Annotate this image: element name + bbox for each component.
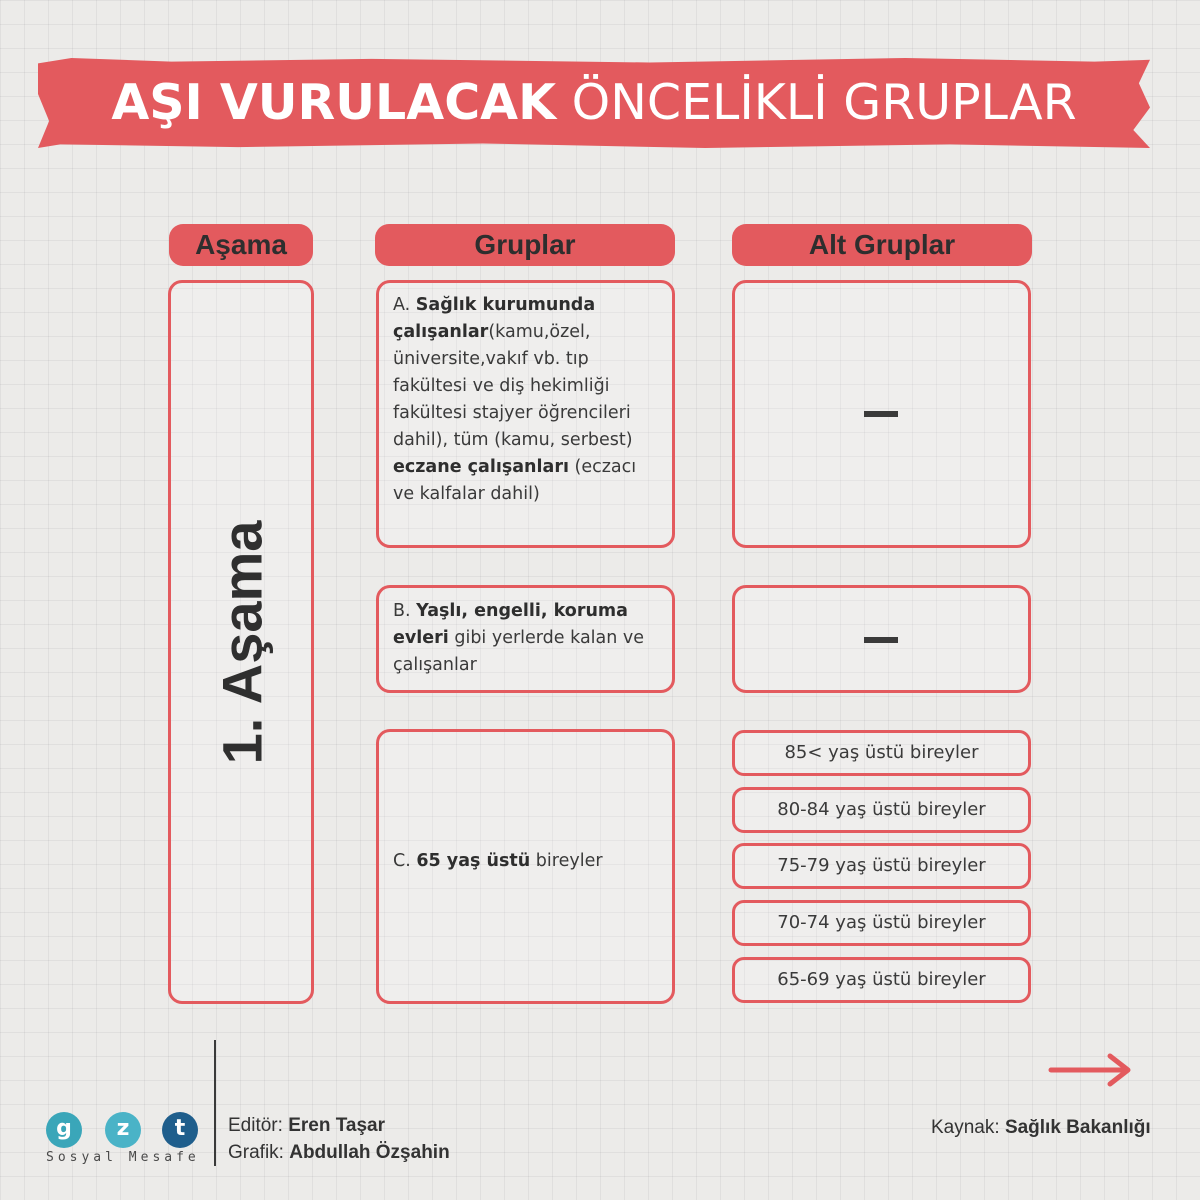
logo-t: t xyxy=(162,1112,198,1148)
subgroup-b-dash xyxy=(864,637,898,643)
editor-name: Eren Taşar xyxy=(288,1115,386,1136)
footer-divider xyxy=(214,1040,216,1166)
subgroup-c-item: 80-84 yaş üstü bireyler xyxy=(732,787,1031,833)
source xyxy=(931,1117,1151,1139)
editor-line xyxy=(228,1112,450,1139)
group-c-bold1: 65 yaş üstü xyxy=(416,851,531,871)
group-a-text xyxy=(393,292,661,508)
group-b-text1: gibi yerlerde kalan ve çalışanlar xyxy=(393,628,645,675)
graphic-label: Grafik: xyxy=(228,1142,290,1163)
subgroup-c-item: 85< yaş üstü bireyler xyxy=(732,730,1031,776)
editor-label: Editör: xyxy=(228,1115,289,1136)
header-subgroups: Alt Gruplar xyxy=(732,224,1032,266)
stage-label xyxy=(170,280,314,1004)
graphic-name: Abdullah Özşahin xyxy=(289,1142,450,1163)
next-arrow-icon[interactable] xyxy=(1048,1052,1134,1088)
logo-g: g xyxy=(46,1112,82,1148)
header-stage: Aşama xyxy=(169,224,313,266)
logo-subtitle: Sosyal Mesafe xyxy=(46,1150,200,1165)
title-bold: AŞI VURULACAK xyxy=(111,74,557,131)
source-name: Sağlık Bakanlığı xyxy=(1004,1117,1151,1138)
group-c-text1: bireyler xyxy=(530,851,603,871)
subgroup-a-dash xyxy=(864,411,898,417)
subgroup-c-item: 75-79 yaş üstü bireyler xyxy=(732,843,1031,889)
group-a-bold1: Sağlık kurumunda çalışanlar xyxy=(393,295,596,342)
logo-z: z xyxy=(105,1112,141,1148)
header-groups: Gruplar xyxy=(375,224,675,266)
group-a-bold2: eczane çalışanları xyxy=(393,457,569,477)
group-b-text xyxy=(393,598,661,679)
subgroup-c-item: 70-74 yaş üstü bireyler xyxy=(732,900,1031,946)
source-label: Kaynak: xyxy=(931,1117,1005,1138)
graphic-line xyxy=(228,1139,450,1166)
group-b-bold1: Yaşlı, engelli, koruma evleri xyxy=(393,601,628,648)
group-c-text xyxy=(393,848,661,875)
group-a-prefix: A. xyxy=(393,295,416,315)
subgroup-c-item: 65-69 yaş üstü bireyler xyxy=(732,957,1031,1003)
page-title xyxy=(38,68,1150,138)
group-b-prefix: B. xyxy=(393,601,417,621)
group-a-text2: (eczacı ve kalfalar dahil) xyxy=(393,457,637,504)
group-a-text1: (kamu,özel, üniversite,vakıf vb. tıp fakültesi ve diş hekimliği fakültesi stajyer öğrencileri dahil), tüm (kamu, serbest) xyxy=(393,322,633,450)
group-c-prefix: C. xyxy=(393,851,417,871)
credits xyxy=(228,1112,450,1166)
stage-label-text: 1. Aşama xyxy=(210,520,274,764)
title-regular: ÖNCELİKLİ GRUPLAR xyxy=(571,74,1077,131)
